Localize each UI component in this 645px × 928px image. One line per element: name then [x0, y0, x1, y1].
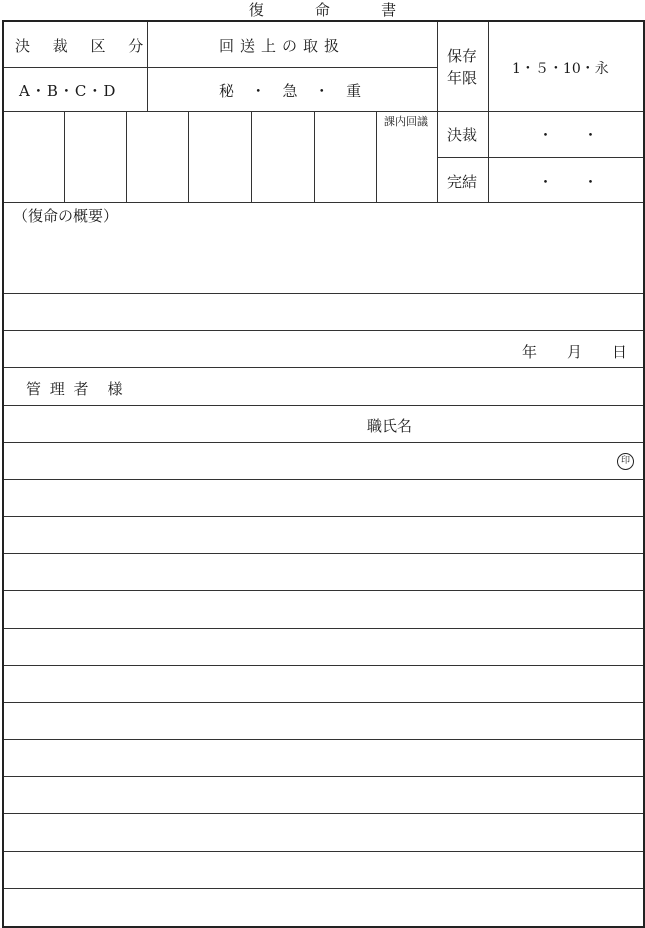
kessai-kubun-label: 決 裁 区 分 — [15, 37, 153, 55]
title-char-2: 命 — [314, 1, 331, 19]
rule-line-13 — [4, 739, 643, 740]
form-title — [0, 0, 645, 20]
rule-line-8 — [4, 553, 643, 554]
rule-line-17 — [4, 888, 643, 889]
hozon-label-2: 年限 — [447, 69, 478, 87]
rule-line-5 — [4, 442, 643, 443]
kanketsu-label: 完結 — [447, 173, 478, 191]
rule-line-10 — [4, 628, 643, 629]
rule-line-3 — [4, 367, 643, 368]
date-label: 年 月 日 — [522, 343, 628, 361]
rule-line-1 — [4, 293, 643, 294]
hozon-label-1: 保存 — [447, 47, 478, 65]
kanketsu-date: ・ ・ — [538, 173, 599, 191]
rule-line-9 — [4, 590, 643, 591]
rule-line-15 — [4, 813, 643, 814]
title-char-3: 書 — [381, 1, 397, 19]
form-frame — [2, 20, 645, 928]
rule-line-6 — [4, 479, 643, 480]
kaiso-label: 回送上の取扱 — [219, 37, 346, 55]
header-divider-3 — [437, 157, 643, 158]
rule-line-4 — [4, 405, 643, 406]
header-vline-value — [488, 22, 489, 202]
header-divider-4 — [4, 202, 643, 203]
header-vline-hozon — [437, 22, 438, 202]
rule-line-16 — [4, 851, 643, 852]
seal-mark: 印 — [617, 453, 634, 470]
rule-line-11 — [4, 665, 643, 666]
kessai-kubun-value: A・B・C・D — [19, 82, 117, 100]
title-char-1: 復 — [248, 1, 264, 19]
kaiso-value: 秘 ・ 急 ・ 重 — [219, 82, 368, 100]
hozon-value: 1・５・10・永 — [512, 61, 609, 77]
header-divider-2 — [4, 111, 643, 112]
header-divider-1 — [4, 67, 437, 68]
stamp-box-line-6 — [376, 111, 377, 202]
stamp-box-line-1 — [64, 111, 65, 202]
position-name-label: 職氏名 — [367, 417, 413, 435]
stamp-box-line-4 — [251, 111, 252, 202]
rule-line-14 — [4, 776, 643, 777]
kessai-label: 決裁 — [447, 126, 478, 144]
rule-line-7 — [4, 516, 643, 517]
stamp-box-line-2 — [126, 111, 127, 202]
rule-line-2 — [4, 330, 643, 331]
kessai-date: ・ ・ — [538, 126, 599, 144]
ka-nai-kairan-label: 課内回議 — [384, 115, 428, 128]
rule-line-12 — [4, 702, 643, 703]
addressee: 管 理 者 様 — [26, 380, 125, 398]
stamp-box-line-3 — [188, 111, 189, 202]
summary-label: （復命の概要） — [13, 207, 119, 225]
stamp-box-line-5 — [314, 111, 315, 202]
